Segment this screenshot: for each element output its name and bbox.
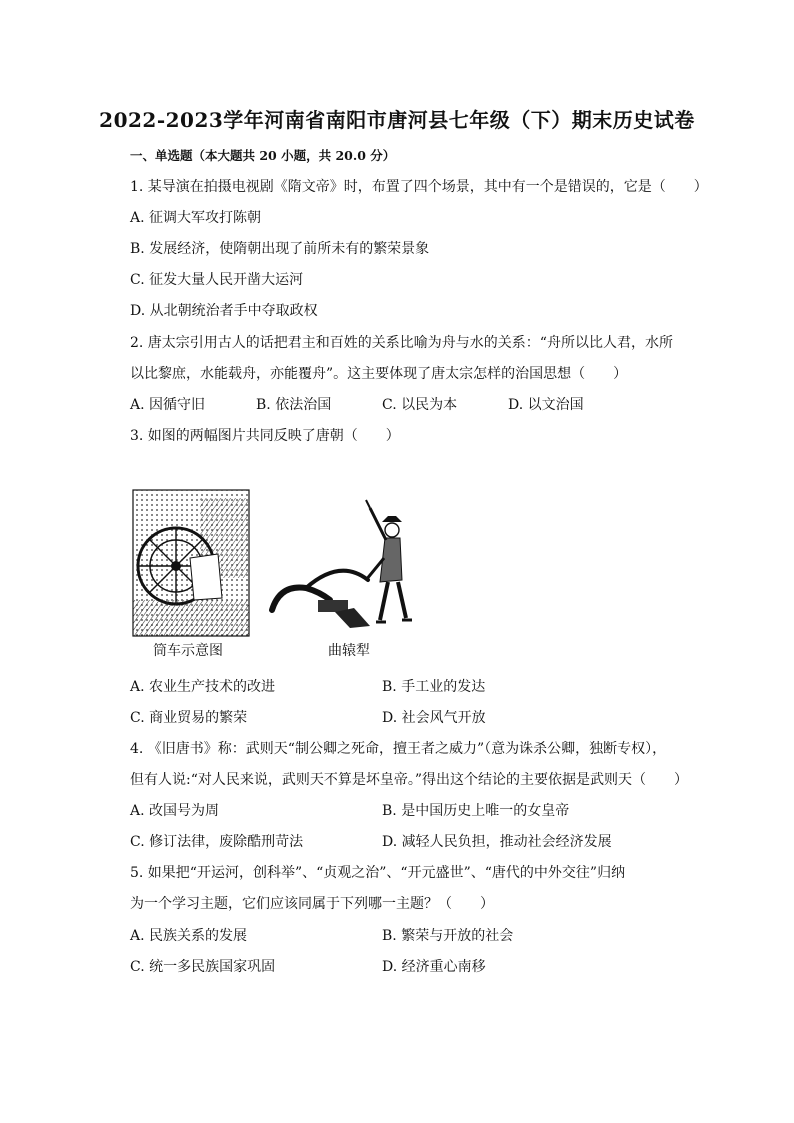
question-3-option-a: A. 农业生产技术的改进 [130,679,276,695]
question-4-option-b: B. 是中国历史上唯一的女皇帝 [382,803,570,819]
question-1-option-c: C. 征发大量人民开凿大运河 [130,272,304,288]
curved-plough-illustration [272,500,412,628]
plough-caption: 曲辕犁 [328,643,370,659]
question-3-option-c: C. 商业贸易的繁荣 [130,710,248,726]
question-3-figures [130,488,430,658]
question-5-stem-line-2: 为一个学习主题，它们应该同属于下列哪一主题？（ ） [130,896,494,912]
question-1-option-a: A. 征调大军攻打陈朝 [130,210,262,226]
question-2-option-a: A. 因循守旧 [130,397,206,413]
exam-title: 2022-2023学年河南省南阳市唐河县七年级（下）期末历史试卷 [99,108,695,132]
question-1-stem: 1. 某导演在拍摄电视剧《隋文帝》时，布置了四个场景，其中有一个是错误的，它是（ ） [130,179,708,195]
question-5-option-b: B. 繁荣与开放的社会 [382,928,514,944]
question-3-option-d: D. 社会风气开放 [382,710,486,726]
waterwheel-illustration [130,488,430,638]
waterwheel-caption: 筒车示意图 [153,643,223,659]
question-5-stem-line-1: 5. 如果把“开运河，创科举”、“贞观之治”、“开元盛世”、“唐代的中外交往”归纳 [130,865,626,881]
question-4-stem-line-1: 4. 《旧唐书》称：武则天“制公卿之死命，擅王者之威力”（意为诛杀公卿，独断专权）， [130,741,667,757]
question-1-option-b: B. 发展经济，使隋朝出现了前所未有的繁荣景象 [130,241,430,257]
question-4-option-a: A. 改国号为周 [130,803,220,819]
question-3-stem: 3. 如图的两幅图片共同反映了唐朝（ ） [130,428,400,444]
question-4-option-d: D. 减轻人民负担，推动社会经济发展 [382,834,612,850]
question-5-option-a: A. 民族关系的发展 [130,928,248,944]
question-2-stem-line-1: 2. 唐太宗引用古人的话把君主和百姓的关系比喻为舟与水的关系：“舟所以比人君，水所 [130,335,673,351]
question-2-option-c: C. 以民为本 [382,397,458,413]
question-2-stem-line-2: 以比黎庶，水能载舟，亦能覆舟”。这主要体现了唐太宗怎样的治国思想（ ） [130,366,628,382]
section-header: 一、单选题（本大题共 20 小题，共 20.0 分） [130,148,396,163]
question-2-option-d: D. 以文治国 [508,397,584,413]
question-1-option-d: D. 从北朝统治者手中夺取政权 [130,303,318,319]
question-3-option-b: B. 手工业的发达 [382,679,486,695]
question-4-stem-line-2: 但有人说:“对人民来说，武则天不算是坏皇帝。”得出这个结论的主要依据是武则天（ ） [130,772,689,788]
question-2-option-b: B. 依法治国 [256,397,332,413]
question-4-option-c: C. 修订法律，废除酷刑苛法 [130,834,304,850]
question-5-option-d: D. 经济重心南移 [382,959,486,975]
question-5-option-c: C. 统一多民族国家巩固 [130,959,276,975]
